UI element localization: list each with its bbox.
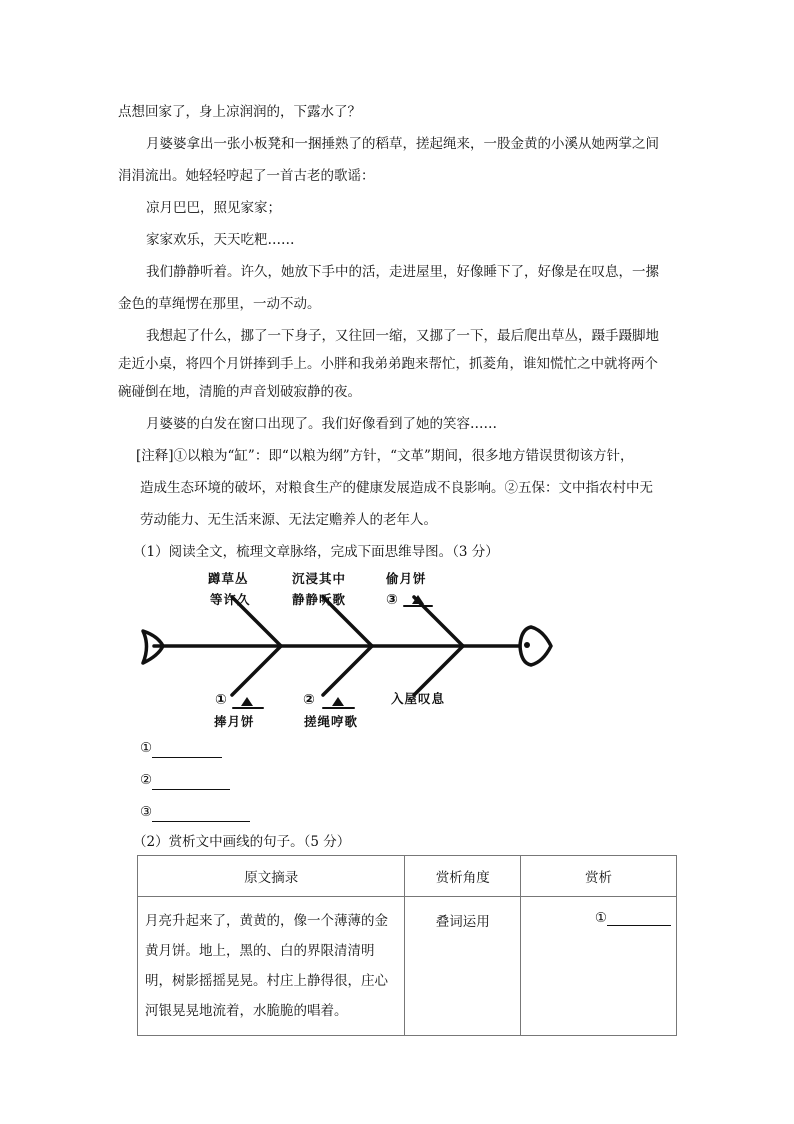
fish-label-top-1b: 等许久 (210, 592, 251, 607)
passage-line: 金色的草绳愣在那里，一动不动。 (118, 296, 321, 312)
answer-line[interactable] (607, 911, 671, 926)
triangle-marker-1 (241, 697, 253, 706)
answer-num: ① (594, 910, 607, 926)
note-line: [注释]①以粮为“缸”：即“以粮为纲”方针，“文革”期间，很多地方错误贯彻该方针， (136, 448, 634, 464)
table-header: 原文摘录 (138, 856, 405, 897)
rib-top-3 (414, 597, 463, 646)
fish-label-top-3: 偷月饼 (386, 571, 427, 586)
answer-num-2: ② (140, 772, 153, 788)
answer-slot[interactable] (522, 898, 675, 926)
answer-num-3: ③ (140, 804, 153, 820)
answer-line-1[interactable] (152, 743, 222, 758)
angle-cell (405, 897, 521, 1036)
passage-line: 涓涓流出。她轻轻哼起了一首古老的歌谣： (118, 168, 375, 184)
passage-line: 我想起了什么，挪了一下身子，又往回一缩，又挪了一下，最后爬出草丛，蹑手蹑脚地 (146, 328, 659, 344)
fish-label-bottom-2: 搓绳哼歌 (304, 714, 359, 729)
table-row (138, 897, 677, 1036)
answer-blank-2[interactable] (140, 770, 230, 790)
fish-label-top-1a: 蹲草丛 (208, 571, 249, 586)
passage-line: 我们静静听着。许久，她放下手中的活，走进屋里，好像睡下了，好像是在叹息，一摞 (146, 264, 659, 280)
song-line: 凉月巴巴，照见家家； (146, 200, 281, 216)
fish-label-bottom-1: 捧月饼 (214, 714, 255, 729)
answer-line-3[interactable] (152, 807, 250, 822)
rib-bottom-2 (323, 646, 372, 695)
passage-line: 碗碰倒在地，清脆的声音划破寂静的夜。 (118, 384, 361, 400)
triangle-marker-3 (412, 595, 424, 604)
answer-num-1: ① (140, 740, 153, 756)
question-2-prompt: （2）赏析文中画线的句子。（5 分） (133, 834, 351, 850)
question-1-prompt: （1）阅读全文，梳理文章脉络，完成下面思维导图。（3 分） (133, 544, 499, 560)
fish-num-3: ③ (386, 592, 399, 608)
answer-cell[interactable] (521, 897, 677, 1036)
passage-line: 走近小桌，将四个月饼捧到手上。小胖和我弟弟跑来帮忙，抓菱角，谁知慌忙之中就将两个 (118, 356, 658, 372)
angle-text: 叠词运用 (435, 914, 490, 930)
fish-eye (524, 642, 530, 648)
triangle-marker-2 (332, 697, 344, 706)
rib-bottom-3 (414, 646, 463, 695)
fish-head (520, 627, 551, 665)
fish-num-1: ① (215, 692, 228, 708)
note-line: 劳动能力、无生活来源、无法定赡养人的老年人。 (140, 512, 437, 528)
table-header: 赏析 (521, 856, 677, 897)
note-line: 造成生态环境的破坏，对粮食生产的健康发展造成不良影响。②五保：文中指农村中无 (140, 480, 653, 496)
fish-label-top-2a: 沉浸其中 (292, 571, 347, 586)
table-header: 赏析角度 (405, 856, 521, 897)
song-line: 家家欢乐，天天吃粑…… (146, 232, 295, 248)
answer-blank-3[interactable] (140, 802, 250, 822)
answer-blank-1[interactable] (140, 738, 222, 758)
analysis-table (137, 855, 677, 1036)
table-header-row (138, 856, 677, 897)
passage-line: 月婆婆拿出一张小板凳和一捆捶熟了的稻草，搓起绳来，一股金黄的小溪从她两掌之间 (146, 136, 659, 152)
fish-label-top-2b: 静静听歌 (292, 592, 347, 607)
excerpt-text: 月亮升起来了，黄黄的，像一个薄薄的金黄月饼。地上，黑的、白的界限清清明明，树影摇摇晃晃。村庄上静得很，庄心河银晃晃地流着，水脆脆的唱着。 (145, 913, 388, 1019)
fish-label-bottom-3: 入屋叹息 (391, 691, 446, 706)
excerpt-cell (138, 897, 405, 1036)
answer-line-2[interactable] (152, 775, 230, 790)
passage-line: 点想回家了，身上凉润润的，下露水了？ (118, 104, 361, 120)
fish-tail (143, 631, 163, 663)
passage-line: 月婆婆的白发在窗口出现了。我们好像看到了她的笑容…… (146, 416, 497, 432)
rib-bottom-1 (232, 646, 281, 695)
fish-num-2: ② (303, 692, 316, 708)
